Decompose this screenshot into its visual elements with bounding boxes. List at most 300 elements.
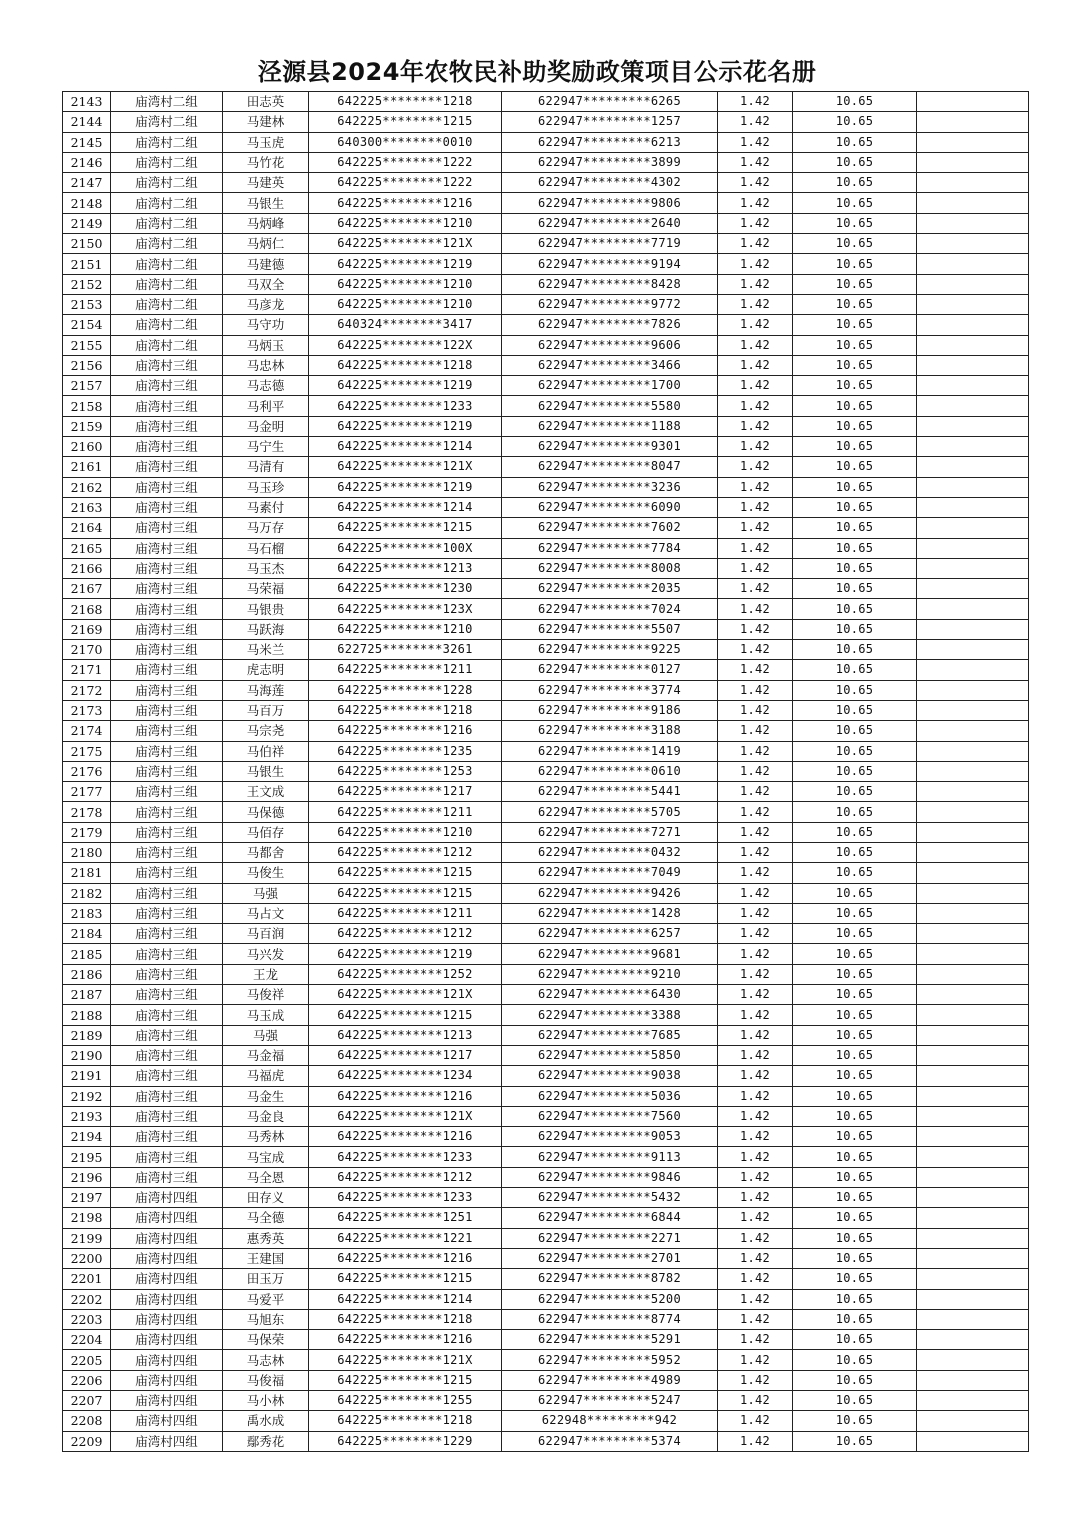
id-number-cell: 642225********1216 (309, 1248, 502, 1268)
subsidy-amount-cell: 10.65 (793, 944, 917, 964)
subsidy-area-cell: 1.42 (718, 1066, 793, 1086)
village-group-cell: 庙湾村四组 (111, 1248, 223, 1268)
subsidy-amount-cell: 10.65 (793, 1370, 917, 1390)
id-number-cell: 642225********1218 (309, 700, 502, 720)
bank-account-cell: 622947*********1428 (502, 903, 718, 923)
subsidy-area-cell: 1.42 (718, 152, 793, 172)
person-name-cell: 马海莲 (223, 680, 309, 700)
subsidy-amount-cell: 10.65 (793, 92, 917, 112)
bank-account-cell: 622947*********5374 (502, 1431, 718, 1451)
person-name-cell: 马银生 (223, 761, 309, 781)
person-name-cell: 马俊祥 (223, 985, 309, 1005)
subsidy-area-cell: 1.42 (718, 213, 793, 233)
village-group-cell: 庙湾村三组 (111, 1025, 223, 1045)
subsidy-amount-cell: 10.65 (793, 822, 917, 842)
subsidy-amount-cell: 10.65 (793, 1086, 917, 1106)
village-group-cell: 庙湾村三组 (111, 477, 223, 497)
table-row (63, 842, 1029, 862)
id-number-cell: 642225********1211 (309, 903, 502, 923)
remark-cell (917, 112, 1029, 132)
row-number-cell: 2188 (63, 1005, 111, 1025)
village-group-cell: 庙湾村四组 (111, 1330, 223, 1350)
person-name-cell: 马百万 (223, 700, 309, 720)
subsidy-area-cell: 1.42 (718, 782, 793, 802)
row-number-cell: 2186 (63, 964, 111, 984)
id-number-cell: 642225********122X (309, 335, 502, 355)
village-group-cell: 庙湾村三组 (111, 802, 223, 822)
table-row (63, 396, 1029, 416)
bank-account-cell: 622947*********6265 (502, 92, 718, 112)
table-row (63, 558, 1029, 578)
bank-account-cell: 622947*********1700 (502, 376, 718, 396)
id-number-cell: 642225********1233 (309, 396, 502, 416)
person-name-cell: 马伯祥 (223, 741, 309, 761)
subsidy-area-cell: 1.42 (718, 1025, 793, 1045)
table-row (63, 518, 1029, 538)
person-name-cell: 马爱平 (223, 1289, 309, 1309)
table-row (63, 721, 1029, 741)
subsidy-area-cell: 1.42 (718, 1208, 793, 1228)
id-number-cell: 642225********121X (309, 234, 502, 254)
remark-cell (917, 1086, 1029, 1106)
subsidy-area-cell: 1.42 (718, 863, 793, 883)
subsidy-area-cell: 1.42 (718, 579, 793, 599)
id-number-cell: 642225********1211 (309, 802, 502, 822)
subsidy-area-cell: 1.42 (718, 802, 793, 822)
village-group-cell: 庙湾村四组 (111, 1370, 223, 1390)
person-name-cell: 马宁生 (223, 437, 309, 457)
village-group-cell: 庙湾村三组 (111, 1147, 223, 1167)
row-number-cell: 2209 (63, 1431, 111, 1451)
id-number-cell: 642225********1210 (309, 213, 502, 233)
subsidy-amount-cell: 10.65 (793, 274, 917, 294)
subsidy-amount-cell: 10.65 (793, 741, 917, 761)
village-group-cell: 庙湾村四组 (111, 1228, 223, 1248)
person-name-cell: 鄢秀花 (223, 1431, 309, 1451)
row-number-cell: 2165 (63, 538, 111, 558)
remark-cell (917, 700, 1029, 720)
subsidy-amount-cell: 10.65 (793, 538, 917, 558)
person-name-cell: 马炳峰 (223, 213, 309, 233)
village-group-cell: 庙湾村三组 (111, 741, 223, 761)
remark-cell (917, 254, 1029, 274)
subsidy-amount-cell: 10.65 (793, 680, 917, 700)
village-group-cell: 庙湾村三组 (111, 782, 223, 802)
remark-cell (917, 477, 1029, 497)
subsidy-amount-cell: 10.65 (793, 619, 917, 639)
subsidy-area-cell: 1.42 (718, 1086, 793, 1106)
bank-account-cell: 622947*********6430 (502, 985, 718, 1005)
subsidy-amount-cell: 10.65 (793, 1045, 917, 1065)
table-row (63, 294, 1029, 314)
bank-account-cell: 622947*********4989 (502, 1370, 718, 1390)
person-name-cell: 马旭东 (223, 1309, 309, 1329)
subsidy-amount-cell: 10.65 (793, 761, 917, 781)
subsidy-amount-cell: 10.65 (793, 315, 917, 335)
bank-account-cell: 622947*********9681 (502, 944, 718, 964)
bank-account-cell: 622948*********942 (502, 1411, 718, 1431)
row-number-cell: 2207 (63, 1391, 111, 1411)
id-number-cell: 642225********1219 (309, 254, 502, 274)
row-number-cell: 2176 (63, 761, 111, 781)
remark-cell (917, 213, 1029, 233)
table-row (63, 234, 1029, 254)
row-number-cell: 2182 (63, 883, 111, 903)
person-name-cell: 马万存 (223, 518, 309, 538)
person-name-cell: 马全德 (223, 1208, 309, 1228)
table-row (63, 1208, 1029, 1228)
village-group-cell: 庙湾村三组 (111, 437, 223, 457)
subsidy-amount-cell: 10.65 (793, 1005, 917, 1025)
village-group-cell: 庙湾村三组 (111, 1127, 223, 1147)
row-number-cell: 2148 (63, 193, 111, 213)
bank-account-cell: 622947*********1419 (502, 741, 718, 761)
remark-cell (917, 782, 1029, 802)
id-number-cell: 642225********1233 (309, 1188, 502, 1208)
bank-account-cell: 622947*********7685 (502, 1025, 718, 1045)
table-row (63, 92, 1029, 112)
remark-cell (917, 1188, 1029, 1208)
id-number-cell: 642225********1219 (309, 376, 502, 396)
remark-cell (917, 1025, 1029, 1045)
id-number-cell: 642225********1235 (309, 741, 502, 761)
person-name-cell: 马建德 (223, 254, 309, 274)
id-number-cell: 642225********1221 (309, 1228, 502, 1248)
subsidy-area-cell: 1.42 (718, 132, 793, 152)
village-group-cell: 庙湾村二组 (111, 335, 223, 355)
bank-account-cell: 622947*********4302 (502, 173, 718, 193)
subsidy-area-cell: 1.42 (718, 355, 793, 375)
table-row (63, 700, 1029, 720)
row-number-cell: 2205 (63, 1350, 111, 1370)
person-name-cell: 马金明 (223, 416, 309, 436)
village-group-cell: 庙湾村三组 (111, 1167, 223, 1187)
id-number-cell: 642225********121X (309, 985, 502, 1005)
person-name-cell: 马百润 (223, 924, 309, 944)
table-row (63, 741, 1029, 761)
person-name-cell: 王文成 (223, 782, 309, 802)
remark-cell (917, 1127, 1029, 1147)
row-number-cell: 2196 (63, 1167, 111, 1187)
village-group-cell: 庙湾村三组 (111, 660, 223, 680)
bank-account-cell: 622947*********3899 (502, 152, 718, 172)
remark-cell (917, 985, 1029, 1005)
subsidy-amount-cell: 10.65 (793, 579, 917, 599)
row-number-cell: 2163 (63, 497, 111, 517)
village-group-cell: 庙湾村三组 (111, 964, 223, 984)
subsidy-amount-cell: 10.65 (793, 437, 917, 457)
id-number-cell: 642225********1216 (309, 1127, 502, 1147)
row-number-cell: 2193 (63, 1106, 111, 1126)
id-number-cell: 642225********1217 (309, 1045, 502, 1065)
subsidy-amount-cell: 10.65 (793, 112, 917, 132)
person-name-cell: 马素付 (223, 497, 309, 517)
person-name-cell: 马米兰 (223, 640, 309, 660)
id-number-cell: 642225********1215 (309, 112, 502, 132)
subsidy-area-cell: 1.42 (718, 721, 793, 741)
village-group-cell: 庙湾村二组 (111, 132, 223, 152)
remark-cell (917, 1045, 1029, 1065)
id-number-cell: 642225********1214 (309, 1289, 502, 1309)
id-number-cell: 642225********121X (309, 457, 502, 477)
subsidy-area-cell: 1.42 (718, 274, 793, 294)
village-group-cell: 庙湾村二组 (111, 274, 223, 294)
id-number-cell: 642225********1215 (309, 518, 502, 538)
person-name-cell: 田玉万 (223, 1269, 309, 1289)
bank-account-cell: 622947*********9225 (502, 640, 718, 660)
person-name-cell: 虎志明 (223, 660, 309, 680)
person-name-cell: 马忠林 (223, 355, 309, 375)
id-number-cell: 642225********1230 (309, 579, 502, 599)
subsidy-amount-cell: 10.65 (793, 721, 917, 741)
table-row (63, 274, 1029, 294)
person-name-cell: 马强 (223, 1025, 309, 1045)
table-row (63, 1289, 1029, 1309)
row-number-cell: 2199 (63, 1228, 111, 1248)
subsidy-area-cell: 1.42 (718, 1005, 793, 1025)
subsidy-amount-cell: 10.65 (793, 782, 917, 802)
remark-cell (917, 558, 1029, 578)
table-row (63, 903, 1029, 923)
row-number-cell: 2171 (63, 660, 111, 680)
subsidy-area-cell: 1.42 (718, 335, 793, 355)
subsidy-area-cell: 1.42 (718, 964, 793, 984)
subsidy-area-cell: 1.42 (718, 1045, 793, 1065)
person-name-cell: 马全恩 (223, 1167, 309, 1187)
subsidy-amount-cell: 10.65 (793, 903, 917, 923)
row-number-cell: 2208 (63, 1411, 111, 1431)
subsidy-area-cell: 1.42 (718, 944, 793, 964)
person-name-cell: 马建林 (223, 112, 309, 132)
bank-account-cell: 622947*********0432 (502, 842, 718, 862)
subsidy-amount-cell: 10.65 (793, 1248, 917, 1268)
remark-cell (917, 437, 1029, 457)
bank-account-cell: 622947*********8047 (502, 457, 718, 477)
subsidy-area-cell: 1.42 (718, 437, 793, 457)
subsidy-area-cell: 1.42 (718, 538, 793, 558)
subsidy-area-cell: 1.42 (718, 173, 793, 193)
village-group-cell: 庙湾村三组 (111, 416, 223, 436)
remark-cell (917, 924, 1029, 944)
person-name-cell: 马占文 (223, 903, 309, 923)
id-number-cell: 642225********1234 (309, 1066, 502, 1086)
table-row (63, 1248, 1029, 1268)
row-number-cell: 2168 (63, 599, 111, 619)
row-number-cell: 2191 (63, 1066, 111, 1086)
village-group-cell: 庙湾村三组 (111, 599, 223, 619)
bank-account-cell: 622947*********5200 (502, 1289, 718, 1309)
row-number-cell: 2189 (63, 1025, 111, 1045)
row-number-cell: 2174 (63, 721, 111, 741)
id-number-cell: 642225********1213 (309, 558, 502, 578)
subsidy-area-cell: 1.42 (718, 985, 793, 1005)
id-number-cell: 642225********1216 (309, 1086, 502, 1106)
bank-account-cell: 622947*********5036 (502, 1086, 718, 1106)
village-group-cell: 庙湾村三组 (111, 944, 223, 964)
bank-account-cell: 622947*********7024 (502, 599, 718, 619)
subsidy-area-cell: 1.42 (718, 416, 793, 436)
row-number-cell: 2162 (63, 477, 111, 497)
village-group-cell: 庙湾村三组 (111, 538, 223, 558)
id-number-cell: 642225********1228 (309, 680, 502, 700)
bank-account-cell: 622947*********3188 (502, 721, 718, 741)
subsidy-amount-cell: 10.65 (793, 558, 917, 578)
subsidy-amount-cell: 10.65 (793, 173, 917, 193)
bank-account-cell: 622947*********9038 (502, 1066, 718, 1086)
person-name-cell: 马志林 (223, 1350, 309, 1370)
remark-cell (917, 964, 1029, 984)
subsidy-amount-cell: 10.65 (793, 599, 917, 619)
bank-account-cell: 622947*********5507 (502, 619, 718, 639)
subsidy-amount-cell: 10.65 (793, 355, 917, 375)
bank-account-cell: 622947*********8008 (502, 558, 718, 578)
table-row (63, 152, 1029, 172)
subsidy-amount-cell: 10.65 (793, 1391, 917, 1411)
bank-account-cell: 622947*********8428 (502, 274, 718, 294)
subsidy-area-cell: 1.42 (718, 457, 793, 477)
person-name-cell: 马福虎 (223, 1066, 309, 1086)
table-row (63, 477, 1029, 497)
bank-account-cell: 622947*********3388 (502, 1005, 718, 1025)
subsidy-area-cell: 1.42 (718, 1147, 793, 1167)
person-name-cell: 马守功 (223, 315, 309, 335)
subsidy-area-cell: 1.42 (718, 558, 793, 578)
id-number-cell: 642225********1233 (309, 1147, 502, 1167)
row-number-cell: 2181 (63, 863, 111, 883)
remark-cell (917, 1411, 1029, 1431)
page-title: 泾源县2024年农牧民补助奖励政策项目公示花名册 (257, 58, 817, 86)
person-name-cell: 马石榴 (223, 538, 309, 558)
table-row (63, 579, 1029, 599)
person-name-cell: 马宗尧 (223, 721, 309, 741)
bank-account-cell: 622947*********5441 (502, 782, 718, 802)
table-row (63, 1228, 1029, 1248)
remark-cell (917, 538, 1029, 558)
subsidy-area-cell: 1.42 (718, 903, 793, 923)
village-group-cell: 庙湾村三组 (111, 761, 223, 781)
village-group-cell: 庙湾村四组 (111, 1391, 223, 1411)
person-name-cell: 马保荣 (223, 1330, 309, 1350)
subsidy-area-cell: 1.42 (718, 599, 793, 619)
bank-account-cell: 622947*********0610 (502, 761, 718, 781)
remark-cell (917, 274, 1029, 294)
person-name-cell: 马俊生 (223, 863, 309, 883)
id-number-cell: 642225********1215 (309, 1370, 502, 1390)
id-number-cell: 642225********1215 (309, 883, 502, 903)
id-number-cell: 642225********1212 (309, 1167, 502, 1187)
village-group-cell: 庙湾村三组 (111, 497, 223, 517)
remark-cell (917, 1106, 1029, 1126)
subsidy-amount-cell: 10.65 (793, 700, 917, 720)
village-group-cell: 庙湾村三组 (111, 985, 223, 1005)
row-number-cell: 2202 (63, 1289, 111, 1309)
row-number-cell: 2183 (63, 903, 111, 923)
bank-account-cell: 622947*********5850 (502, 1045, 718, 1065)
person-name-cell: 马宝成 (223, 1147, 309, 1167)
subsidy-amount-cell: 10.65 (793, 802, 917, 822)
subsidy-amount-cell: 10.65 (793, 985, 917, 1005)
table-row (63, 315, 1029, 335)
remark-cell (917, 721, 1029, 741)
remark-cell (917, 1066, 1029, 1086)
person-name-cell: 马建英 (223, 173, 309, 193)
subsidy-amount-cell: 10.65 (793, 254, 917, 274)
subsidy-area-cell: 1.42 (718, 741, 793, 761)
remark-cell (917, 132, 1029, 152)
bank-account-cell: 622947*********5432 (502, 1188, 718, 1208)
id-number-cell: 642225********100X (309, 538, 502, 558)
remark-cell (917, 1167, 1029, 1187)
row-number-cell: 2172 (63, 680, 111, 700)
remark-cell (917, 1391, 1029, 1411)
person-name-cell: 马玉杰 (223, 558, 309, 578)
table-row (63, 964, 1029, 984)
person-name-cell: 马炳仁 (223, 234, 309, 254)
subsidy-area-cell: 1.42 (718, 1188, 793, 1208)
remark-cell (917, 1208, 1029, 1228)
village-group-cell: 庙湾村二组 (111, 213, 223, 233)
village-group-cell: 庙湾村二组 (111, 193, 223, 213)
subsidy-area-cell: 1.42 (718, 396, 793, 416)
remark-cell (917, 497, 1029, 517)
remark-cell (917, 1330, 1029, 1350)
subsidy-area-cell: 1.42 (718, 1330, 793, 1350)
id-number-cell: 642225********1216 (309, 721, 502, 741)
village-group-cell: 庙湾村三组 (111, 842, 223, 862)
subsidy-amount-cell: 10.65 (793, 1127, 917, 1147)
table-row (63, 538, 1029, 558)
village-group-cell: 庙湾村二组 (111, 152, 223, 172)
bank-account-cell: 622947*********9772 (502, 294, 718, 314)
bank-account-cell: 622947*********7784 (502, 538, 718, 558)
table-row (63, 193, 1029, 213)
row-number-cell: 2151 (63, 254, 111, 274)
remark-cell (917, 355, 1029, 375)
subsidy-amount-cell: 10.65 (793, 396, 917, 416)
subsidy-amount-cell: 10.65 (793, 1431, 917, 1451)
subsidy-amount-cell: 10.65 (793, 1330, 917, 1350)
table-row (63, 640, 1029, 660)
subsidy-area-cell: 1.42 (718, 497, 793, 517)
person-name-cell: 马俊福 (223, 1370, 309, 1390)
row-number-cell: 2153 (63, 294, 111, 314)
remark-cell (917, 822, 1029, 842)
row-number-cell: 2160 (63, 437, 111, 457)
id-number-cell: 640324********3417 (309, 315, 502, 335)
village-group-cell: 庙湾村三组 (111, 721, 223, 741)
remark-cell (917, 863, 1029, 883)
remark-cell (917, 92, 1029, 112)
bank-account-cell: 622947*********8782 (502, 1269, 718, 1289)
subsidy-amount-cell: 10.65 (793, 416, 917, 436)
row-number-cell: 2159 (63, 416, 111, 436)
row-number-cell: 2147 (63, 173, 111, 193)
row-number-cell: 2164 (63, 518, 111, 538)
row-number-cell: 2166 (63, 558, 111, 578)
remark-cell (917, 842, 1029, 862)
subsidy-amount-cell: 10.65 (793, 1411, 917, 1431)
table-row (63, 1147, 1029, 1167)
row-number-cell: 2194 (63, 1127, 111, 1147)
person-name-cell: 惠秀英 (223, 1228, 309, 1248)
subsidy-amount-cell: 10.65 (793, 518, 917, 538)
remark-cell (917, 294, 1029, 314)
row-number-cell: 2206 (63, 1370, 111, 1390)
village-group-cell: 庙湾村四组 (111, 1289, 223, 1309)
remark-cell (917, 660, 1029, 680)
village-group-cell: 庙湾村二组 (111, 112, 223, 132)
table-row (63, 924, 1029, 944)
